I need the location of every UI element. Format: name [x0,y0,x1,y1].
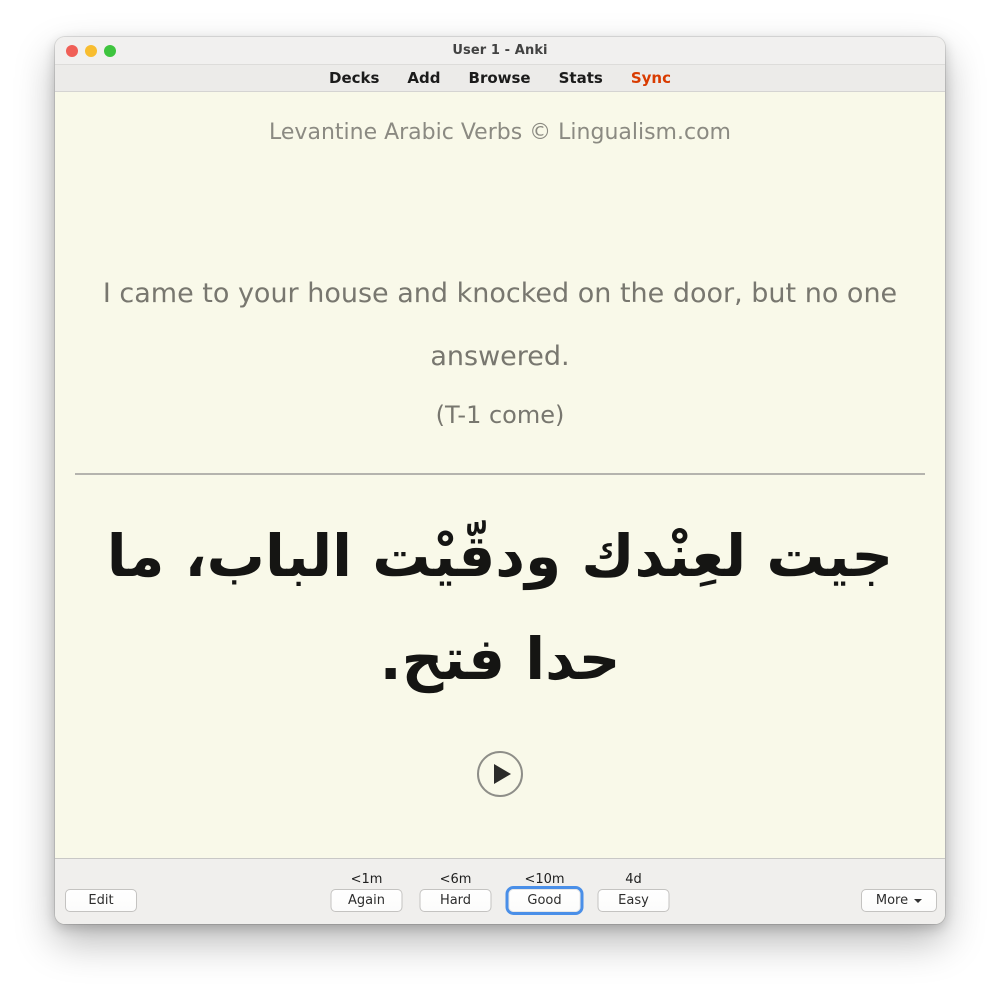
menu-item-decks[interactable]: Decks [329,69,380,87]
close-button[interactable] [66,45,78,57]
more-button[interactable] [861,889,937,912]
answer-col-again [331,859,403,912]
again-button[interactable]: Again [331,889,403,912]
interval-label-easy: 4d [625,872,642,887]
menu-bar [55,65,945,92]
zoom-button[interactable] [104,45,116,57]
audio-play-button[interactable] [477,751,523,797]
easy-button[interactable]: Easy [598,889,670,912]
interval-label-hard: <6m [439,872,472,887]
answer-col-easy [598,859,670,912]
interval-label-again: <1m [350,872,383,887]
question-answer-divider [75,473,925,475]
menu-item-stats[interactable]: Stats [558,69,603,87]
menu-item-sync[interactable]: Sync [630,69,671,87]
deck-header: Levantine Arabic Verbs © Lingualism.com [269,120,731,145]
anki-window [55,37,945,924]
traffic-lights [66,37,116,64]
more-button-label: More [875,893,909,908]
window-title: User 1 - Anki [452,43,548,58]
question-text: I came to your house and knocked on the door, but no one answered. [102,278,898,372]
menu-item-browse[interactable]: Browse [468,69,531,87]
minimize-button[interactable] [85,45,97,57]
edit-button[interactable]: Edit [65,889,137,912]
hint-text: (T-1 come) [435,401,565,429]
chevron-down-icon [914,899,922,903]
menu-item-add[interactable]: Add [407,69,441,87]
hard-button[interactable]: Hard [420,889,492,912]
title-bar [55,37,945,65]
answer-col-good [509,859,581,912]
interval-label-good: <10m [524,872,565,887]
play-icon [494,764,511,784]
answer-buttons-group [331,859,670,912]
answer-arabic-text: جيت لعِنْدك ودقّيْت الباب، ما حدا فتح. [106,522,894,693]
good-button[interactable]: Good [509,889,581,912]
flashcard-area [55,92,945,858]
answer-bar [55,858,945,924]
answer-col-hard [420,859,492,912]
